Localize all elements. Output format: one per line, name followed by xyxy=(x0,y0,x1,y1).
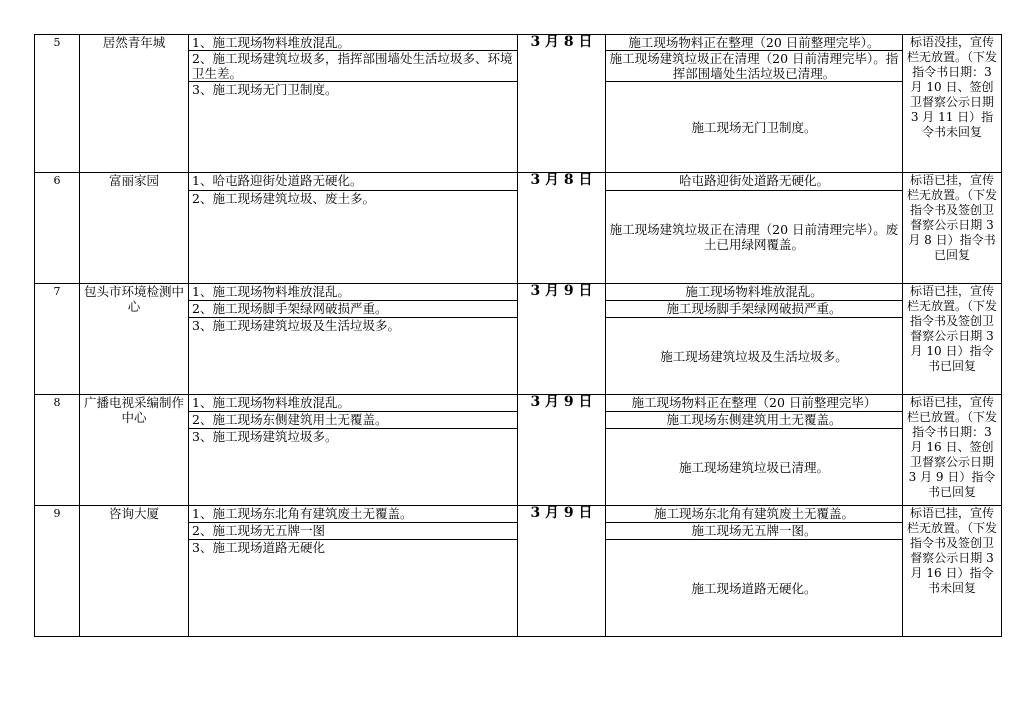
issue-item: 1、施工现场物料堆放混乱。 xyxy=(189,284,518,301)
issue-item: 2、施工现场建筑垃圾多，指挥部围墙处生活垃圾多、环境卫生差。 xyxy=(189,51,518,82)
issue-item: 2、施工现场脚手架绿网破损严重。 xyxy=(189,301,518,318)
project-name: 咨询大厦 xyxy=(80,506,189,637)
remark-note: 标语已挂，宣传栏无放置。（下发指令书及签创卫督察公示日期 3 月 16 日）指令书未回复 xyxy=(903,506,1002,637)
row-number: 6 xyxy=(35,173,80,284)
issue-item: 2、施工现场无五牌一图 xyxy=(189,523,518,540)
status-item: 哈屯路迎街处道路无硬化。 xyxy=(606,173,903,191)
issue-item: 1、哈屯路迎街处道路无硬化。 xyxy=(189,173,518,191)
inspection-date: 3 月 8 日 xyxy=(518,35,606,173)
row-number: 5 xyxy=(35,35,80,173)
status-item: 施工现场物料正在整理（20 日前整理完毕） xyxy=(606,395,903,412)
inspection-table xyxy=(34,34,1002,637)
issue-item: 3、施工现场道路无硬化 xyxy=(189,540,518,637)
status-item: 施工现场建筑垃圾正在清理（20 日前清理完毕）。废土已用绿网覆盖。 xyxy=(606,191,903,284)
issue-item: 2、施工现场东侧建筑用土无覆盖。 xyxy=(189,412,518,429)
issue-item: 1、施工现场物料堆放混乱。 xyxy=(189,395,518,412)
table-row xyxy=(35,506,1002,523)
status-item: 施工现场建筑垃圾正在清理（20 日前清理完毕）。指挥部围墙处生活垃圾已清理。 xyxy=(606,51,903,82)
table-row xyxy=(35,395,1002,412)
project-name: 包头市环境检测中心 xyxy=(80,284,189,395)
inspection-date: 3 月 9 日 xyxy=(518,284,606,395)
inspection-date: 3 月 8 日 xyxy=(518,173,606,284)
remark-note: 标语已挂，宣传栏已放置。（下发指令书日期：3 月 16 日、签创卫督察公示日期 3 月 9 日）指令书已回复 xyxy=(903,395,1002,506)
status-item: 施工现场脚手架绿网破损严重。 xyxy=(606,301,903,318)
row-number: 9 xyxy=(35,506,80,637)
project-name: 居然青年城 xyxy=(80,35,189,173)
issue-item: 1、施工现场物料堆放混乱。 xyxy=(189,35,518,51)
status-item: 施工现场道路无硬化。 xyxy=(606,540,903,637)
project-name: 富丽家园 xyxy=(80,173,189,284)
table-row xyxy=(35,284,1002,301)
row-number: 8 xyxy=(35,395,80,506)
status-item: 施工现场东北角有建筑废土无覆盖。 xyxy=(606,506,903,523)
issue-item: 3、施工现场建筑垃圾多。 xyxy=(189,429,518,506)
status-item: 施工现场无门卫制度。 xyxy=(606,82,903,173)
remark-note: 标语没挂，宣传栏无放置。（下发指令书日期：3 月 10 日、签创卫督察公示日期 3 月 11 日）指令书未回复 xyxy=(903,35,1002,173)
remark-note: 标语已挂，宣传栏无放置。（下发指令书及签创卫督察公示日期 3 月 10 日）指令书已回复 xyxy=(903,284,1002,395)
status-item: 施工现场东侧建筑用土无覆盖。 xyxy=(606,412,903,429)
issue-item: 3、施工现场建筑垃圾及生活垃圾多。 xyxy=(189,318,518,395)
project-name: 广播电视采编制作中心 xyxy=(80,395,189,506)
inspection-date: 3 月 9 日 xyxy=(518,395,606,506)
table-row xyxy=(35,173,1002,191)
table-row xyxy=(35,35,1002,51)
issue-item: 1、施工现场东北角有建筑废土无覆盖。 xyxy=(189,506,518,523)
status-item: 施工现场物料正在整理（20 日前整理完毕）。 xyxy=(606,35,903,51)
issue-item: 2、施工现场建筑垃圾、废土多。 xyxy=(189,191,518,284)
remark-note: 标语已挂，宣传栏无放置。（下发指令书及签创卫督察公示日期 3 月 8 日）指令书已回复 xyxy=(903,173,1002,284)
row-number: 7 xyxy=(35,284,80,395)
status-item: 施工现场建筑垃圾及生活垃圾多。 xyxy=(606,318,903,395)
status-item: 施工现场无五牌一图。 xyxy=(606,523,903,540)
status-item: 施工现场建筑垃圾已清理。 xyxy=(606,429,903,506)
inspection-date: 3 月 9 日 xyxy=(518,506,606,637)
status-item: 施工现场物料堆放混乱。 xyxy=(606,284,903,301)
issue-item: 3、施工现场无门卫制度。 xyxy=(189,82,518,173)
